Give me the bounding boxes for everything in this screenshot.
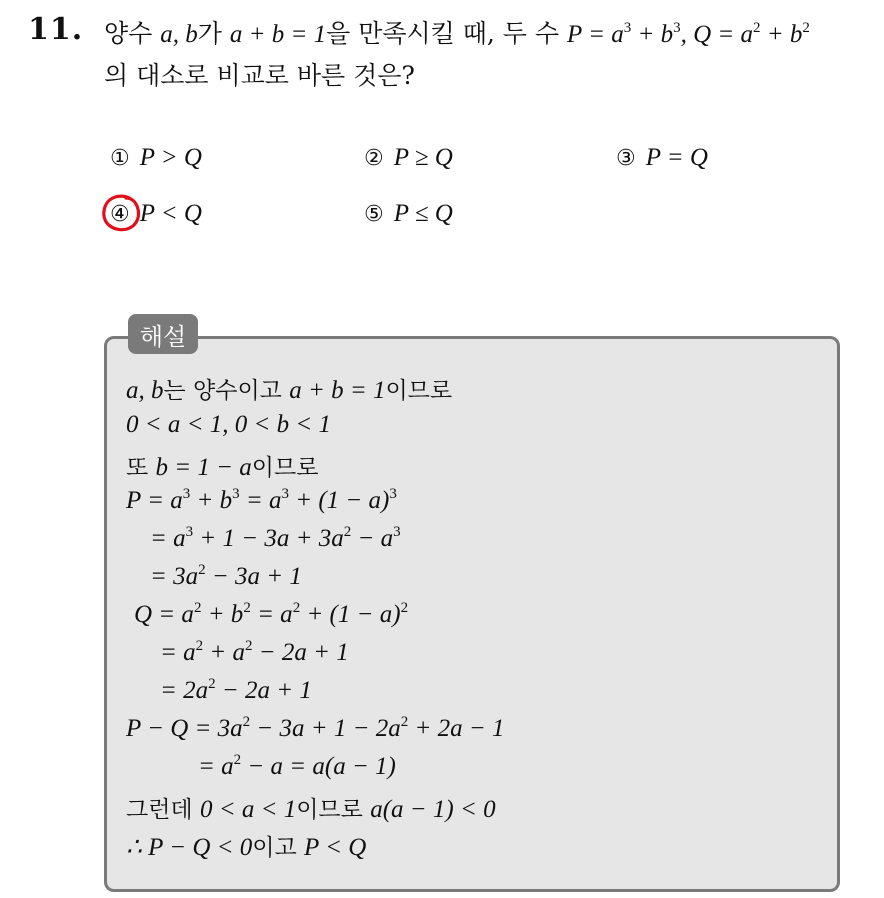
solution-line-1: a, b는 양수이고 a + b = 1이므로 (126, 377, 453, 404)
solution-line-11: = $a^2 - a = a(a - 1)$ (198, 752, 396, 780)
choice-4[interactable]: ④ P < Q (110, 200, 202, 227)
solution-line-7: $Q = a^2 + b^2 = a^2 + (1 - a)^2$ (134, 600, 409, 628)
question-number: 11. (28, 12, 84, 47)
math-expr: $P = a^3 + b^3$, $Q = a^2 + b^2$ (567, 20, 810, 48)
choice-3[interactable]: ③ P = Q (616, 144, 708, 171)
solution-line-3: 또 b = 1 − a이므로 (126, 454, 319, 481)
solution-line-6: = $3a^2 - 3a + 1$ (150, 562, 302, 590)
question-text: 가 (197, 19, 230, 48)
solution-tab: 해설 (128, 314, 198, 354)
answer-circle-mark-icon (100, 192, 144, 234)
question-line-1 (104, 14, 810, 50)
solution-line-13: ∴ P − Q < 0이고 P < Q (126, 834, 367, 861)
solution-line-4: $P = a^3 + b^3 = a^3 + (1 - a)^3$ (126, 486, 397, 514)
question-text: 양수 (104, 19, 161, 48)
math-expr: a, b (160, 21, 198, 48)
solution-line-9: = $2a^2 - 2a + 1$ (160, 676, 312, 704)
choice-5[interactable]: ⑤ P ≤ Q (364, 200, 453, 227)
solution-line-10: $P - Q = 3a^2 - 3a + 1 - 2a^2 + 2a - 1$ (126, 714, 505, 742)
solution-line-5: = $a^3 + 1 - 3a + 3a^2 - a^3$ (150, 524, 401, 552)
choice-1[interactable]: ① P > Q (110, 144, 202, 171)
choice-2[interactable]: ② P ≥ Q (364, 144, 453, 171)
solution-line-2: 0 < a < 1, 0 < b < 1 (126, 411, 331, 438)
question-line-2: 의 대소로 비교로 바른 것은? (104, 61, 415, 90)
question-text: 을 만족시킬 때, 두 수 (326, 19, 567, 48)
solution-line-8: = $a^2 + a^2 - 2a + 1$ (160, 638, 349, 666)
math-expr: a + b = 1 (229, 21, 327, 48)
solution-line-12: 그런데 0 < a < 1이므로 a(a − 1) < 0 (126, 796, 496, 823)
